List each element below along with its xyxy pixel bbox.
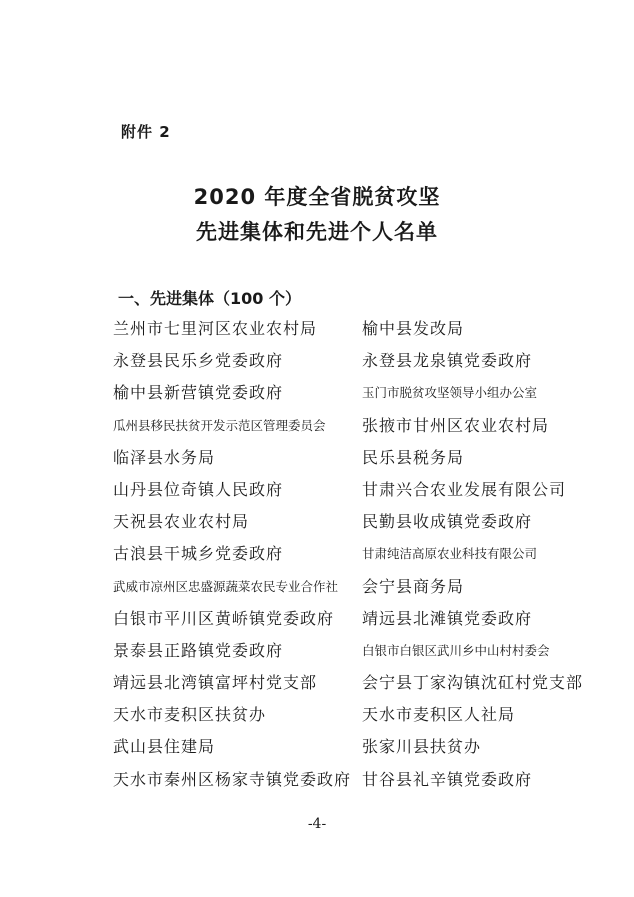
list-item: 天水市麦积区扶贫办 <box>113 705 267 725</box>
list-item: 民勤县收成镇党委政府 <box>362 512 533 532</box>
attachment-label: 附件 2 <box>121 123 171 141</box>
list-item: 武威市凉州区忠盛源蔬菜农民专业合作社 <box>113 578 339 594</box>
list-item: 张家川县扶贫办 <box>362 737 482 757</box>
list-item: 甘肃兴合农业发展有限公司 <box>362 479 567 499</box>
list-item: 甘肃纯洁高原农业科技有限公司 <box>362 546 538 562</box>
list-item: 白银市白银区武川乡中山村村委会 <box>362 642 550 658</box>
list-item: 白银市平川区黄峤镇党委政府 <box>113 608 335 628</box>
document-title-line1: 2020 年度全省脱贫攻坚 <box>193 185 441 209</box>
list-item: 靖远县北滩镇党委政府 <box>362 608 533 628</box>
list-item: 榆中县发改局 <box>362 319 465 338</box>
list-item: 武山县住建局 <box>113 737 216 757</box>
list-item: 临泽县水务局 <box>113 447 216 467</box>
right-name-column <box>362 315 583 798</box>
list-item: 瓜州县移民扶贫开发示范区管理委员会 <box>113 417 326 433</box>
list-item: 靖远县北湾镇富坪村党支部 <box>113 673 318 693</box>
left-name-column <box>113 315 351 798</box>
list-item: 山丹县位奇镇人民政府 <box>113 479 284 499</box>
list-item: 古浪县干城乡党委政府 <box>113 544 284 564</box>
list-item: 天水市麦积区人社局 <box>362 705 516 725</box>
list-item: 玉门市脱贫攻坚领导小组办公室 <box>362 385 538 401</box>
list-item: 永登县龙泉镇党委政府 <box>362 351 533 371</box>
list-item: 张掖市甘州区农业农村局 <box>362 415 550 435</box>
list-item: 永登县民乐乡党委政府 <box>113 351 284 371</box>
list-item: 会宁县丁家沟镇沈矼村党支部 <box>362 673 584 693</box>
list-item: 会宁县商务局 <box>362 576 465 596</box>
document-title-line2: 先进集体和先进个人名单 <box>196 220 438 244</box>
list-item: 景泰县正路镇党委政府 <box>113 640 284 660</box>
page-number: -4- <box>307 816 327 832</box>
list-item: 甘谷县礼辛镇党委政府 <box>362 769 533 789</box>
list-item: 兰州市七里河区农业农村局 <box>113 319 318 338</box>
section-heading: 一、先进集体（100 个） <box>118 289 301 308</box>
list-item: 民乐县税务局 <box>362 447 465 467</box>
list-item: 天祝县农业农村局 <box>113 512 250 532</box>
list-item: 榆中县新营镇党委政府 <box>113 383 284 403</box>
list-item: 天水市秦州区杨家寺镇党委政府 <box>113 769 352 789</box>
